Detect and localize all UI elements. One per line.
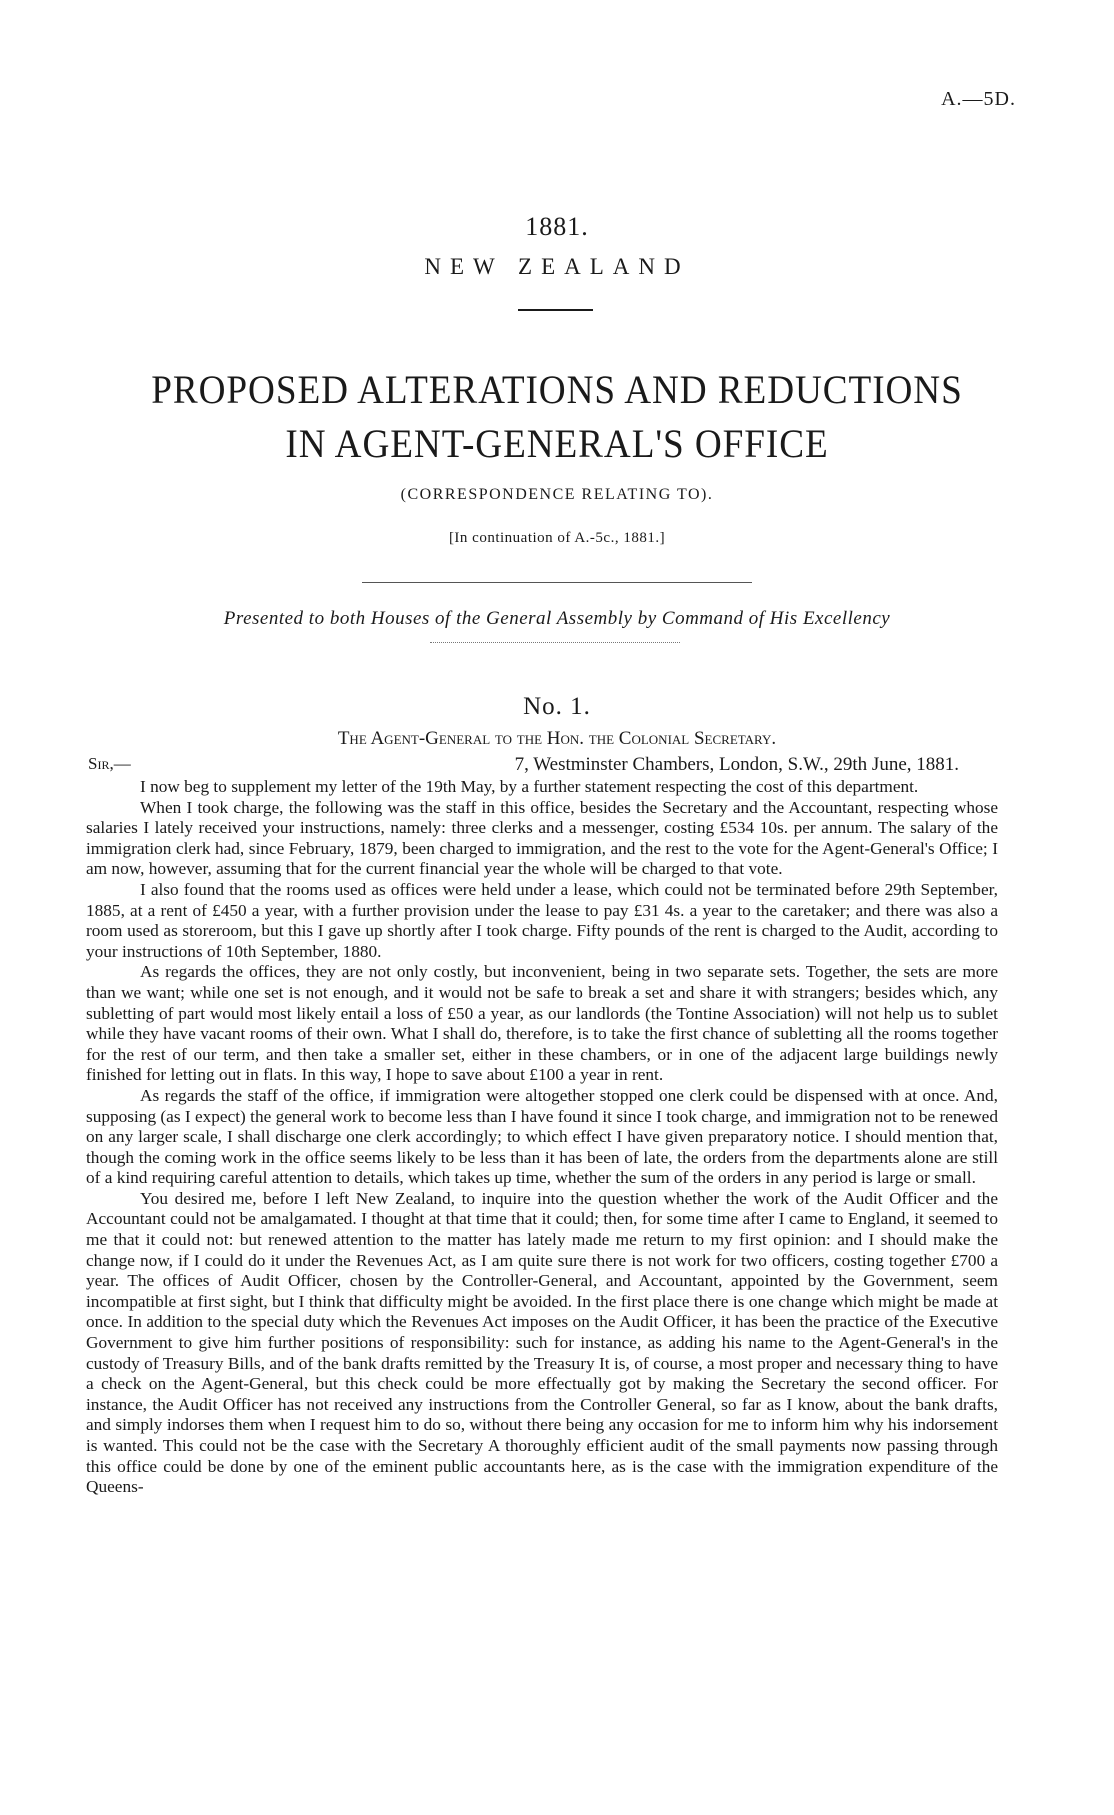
paragraph: When I took charge, the following was the staff in this office, besides the Secretary and the Accountant, respecting whose salaries I lately received your instructions, namely: three clerks and a messenger, costing £534 10s. per annum. The salary of the immigration clerk had, since February, 1879, been charged to immigration, and the rest to the vote for the Agent-General's Office; I am now, however, assuming that for the current financial year the whole will be charged to that vote. [86, 797, 998, 879]
letter-from-to: The Agent-General to the Hon. the Colonial Secretary. [337, 728, 777, 749]
document-subtitle: (CORRESPONDENCE RELATING TO). [400, 486, 714, 503]
document-reference: A.—5D. [941, 88, 1016, 110]
title-divider [518, 309, 593, 311]
paragraph: As regards the staff of the office, if immigration were altogether stopped one clerk could be dispensed with at once. And, supposing (as I expect) the general work to become less than I have found it since I took charge, and immigration not to be renewed on any larger scale, I shall discharge one clerk accordingly; to which effect I have given preparatory notice. I should mention that, though the coming work in the office seems likely to be less than it has been of late, the orders from the departments alone are still of a kind requiring careful attention to details, which takes up time, whether the sum of the orders in any period is large or small. [86, 1085, 998, 1188]
letter-number: No. 1. [523, 693, 591, 720]
continuation-note: [In continuation of A.-5c., 1881.] [448, 530, 666, 546]
paragraph: I also found that the rooms used as offices were held under a lease, which could not be terminated before 29th September, 1885, at a rent of £450 a year, with a further provision under the lease to pay £31 4s. a year to the caretaker; and there was also a room used as storeroom, but this I gave up shortly after I took charge. Fifty pounds of the rent is charged to the Audit, according to your instructions of 10th September, 1880. [86, 879, 998, 961]
country-heading: NEW ZEALAND [424, 254, 690, 279]
year: 1881. [525, 212, 589, 241]
dotted-divider [430, 642, 680, 643]
salutation: Sir,— [88, 754, 131, 773]
letter-body [86, 777, 998, 1498]
paragraph: I now beg to supplement my letter of the 19th May, by a further statement respecting the cost of this department. [140, 777, 919, 796]
presented-line: Presented to both Houses of the General Assembly by Command of His Excellency [223, 608, 891, 629]
letter-address: 7, Westminster Chambers, London, S.W., 29th June, 1881. [514, 754, 959, 775]
document-title-line-2: IN AGENT-GENERAL'S OFFICE [285, 421, 829, 466]
document-title-line-1: PROPOSED ALTERATIONS AND REDUCTIONS [151, 367, 963, 412]
paragraph: As regards the offices, they are not only costly, but inconvenient, being in two separate sets. Together, the sets are more than we want; while one set is not enough, and it would not be safe to break a set and share it with strangers; besides which, any subletting of part would most likely entail a loss of £50 a year, as our landlords (the Tontine Association) will not help us to sublet while they have vacant rooms of their own. What I shall do, therefore, is to take the first chance of subletting all the rooms together for the rest of our term, and then take a smaller set, either in these chambers, or in one of the adjacent large buildings newly finished for letting out in flats. In this way, I hope to save about £100 a year in rent. [86, 962, 998, 1085]
section-divider [362, 582, 752, 583]
paragraph: You desired me, before I left New Zealand, to inquire into the question whether the work of the Audit Officer and the Accountant could not be amalgamated. I thought at that time that it could; then, for some time after I came to England, it seemed to me that it could not: but renewed attention to the matter has lately made me return to my first opinion: and I should make the change now, if I could do it under the Revenues Act, as I am quite sure there is not work for two officers, costing together £700 a year. The offices of Audit Officer, chosen by the Controller-General, and Accountant, appointed by the Government, seem incompatible at first sight, but I think that difficulty might be avoided. In the first place there is one change which might be made at once. In addition to the special duty which the Revenues Act imposes on the Audit Officer, it has been the practice of the Executive Government to give him further positions of responsibility: such for instance, as adding his name to the Agent-General's in the custody of Treasury Bills, and of the bank drafts remitted by the Treasury It is, of course, a most proper and necessary thing to have a check on the Agent-General, but this check could be more effectually got by making the Secretary the second officer. For instance, the Audit Officer has not received any instructions from the Controller General, so far as I know, about the bank drafts, and simply indorses them when I request him to do so, without there being any occasion for me to inform him why his indorsement is wanted. This could not be the case with the Secretary A thoroughly efficient audit of the small payments now passing through this office could be done by one of the eminent public accountants here, as is the case with the immigration expenditure of the Queens- [86, 1188, 998, 1497]
